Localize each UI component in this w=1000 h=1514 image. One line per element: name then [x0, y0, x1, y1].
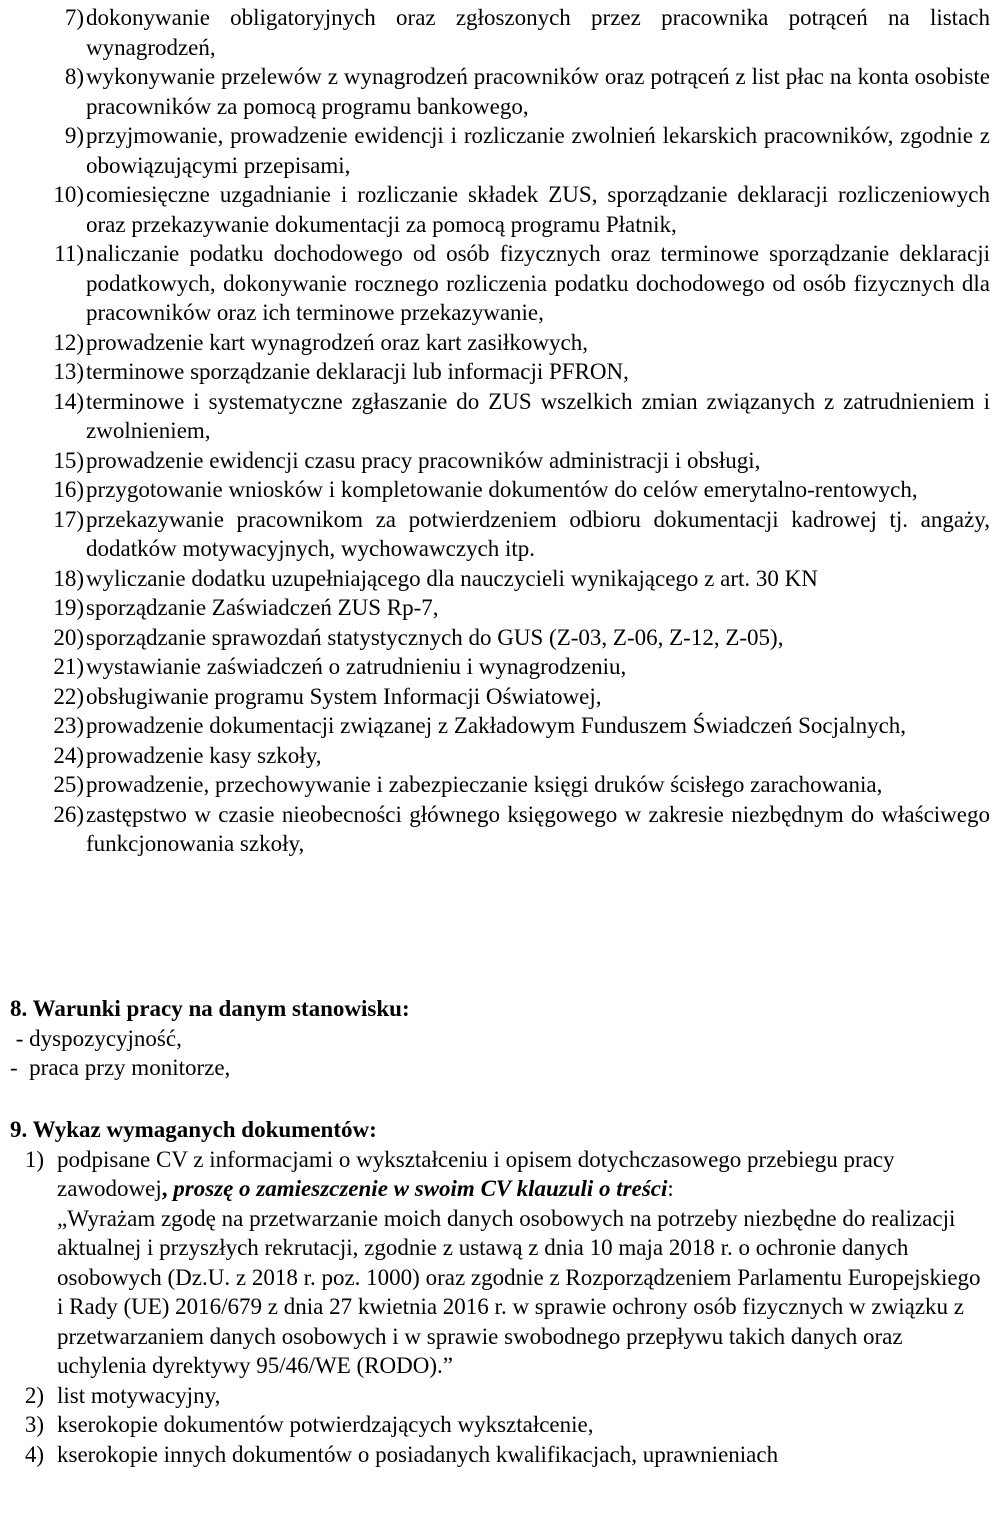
- list-item: [10, 1145, 990, 1381]
- list-item: [10, 1410, 990, 1440]
- item-text: naliczanie podatku dochodowego od osób fizycznych oraz terminowe sporządzanie deklaracji podatkowych, dokonywanie rocznego rozliczenia podatku dochodowego od osób fizycznych dla pracowników oraz ich terminowe przekazywanie,: [86, 241, 990, 325]
- item-number: 3): [24, 1412, 44, 1437]
- item-number: 23): [53, 713, 84, 738]
- item-text: kserokopie dokumentów potwierdzających wykształcenie,: [57, 1412, 594, 1437]
- item-text: podpisane CV z informacjami o wykształceniu i opisem dotychczasowego przebiegu pracy zawodowej: [57, 1146, 895, 1201]
- list-item: [0, 328, 990, 358]
- list-item: [0, 475, 990, 505]
- list-item: [0, 652, 990, 682]
- item-text: dokonywanie obligatoryjnych oraz zgłoszonych przez pracownika potrąceń na listach wynagrodzeń,: [86, 5, 990, 60]
- section-required-documents: [10, 1115, 990, 1469]
- item-number: 10): [53, 182, 84, 207]
- list-item: [0, 711, 990, 741]
- item-text: wystawianie zaświadczeń o zatrudnieniu i wynagrodzeniu,: [86, 654, 627, 679]
- item-number: 1): [24, 1146, 44, 1172]
- item-number: 12): [53, 329, 84, 355]
- item-number: 20): [53, 624, 84, 650]
- item-text: terminowe sporządzanie deklaracji lub informacji PFRON,: [86, 359, 629, 384]
- list-item: [0, 593, 990, 623]
- condition-item: - praca przy monitorze,: [10, 1055, 231, 1080]
- item-text: obsługiwanie programu System Informacji Oświatowej,: [86, 683, 602, 709]
- section-heading: 8. Warunki pracy na danym stanowisku:: [10, 996, 410, 1021]
- item-colon: :: [667, 1176, 674, 1201]
- item-number: 2): [24, 1382, 44, 1408]
- list-item: [0, 505, 990, 564]
- item-text: prowadzenie ewidencji czasu pracy pracowników administracji i obsługi,: [86, 447, 761, 473]
- condition-item: - dyspozycyjność,: [10, 1025, 182, 1051]
- item-text: sporządzanie Zaświadczeń ZUS Rp-7,: [86, 595, 439, 620]
- list-item: [0, 446, 990, 476]
- gdpr-consent-clause: „Wyrażam zgodę na przetwarzanie moich danych osobowych na potrzeby niezbędne do realizacji aktualnej i przyszłych rekrutacji, zgodnie z ustawą z dnia 10 maja 2018 r. o ochronie danych osobowych (Dz.U. z 2018 r. poz. 1000) oraz zgodnie z Rozporządzeniem Parlamentu Europejskiego i Rady (UE) 2016/679 z dnia 27 kwietnia 2016 r. w sprawie ochrony osób fizycznych w związku z przetwarzaniem danych osobowych i w sprawie swobodnego przepływu takich danych oraz uchylenia dyrektywy 95/46/WE (RODO).”: [57, 1205, 981, 1378]
- item-number: 9): [64, 123, 84, 148]
- item-number: 26): [53, 801, 84, 827]
- item-number: 22): [53, 683, 84, 709]
- item-text: prowadzenie, przechowywanie i zabezpieczanie księgi druków ścisłego zarachowania,: [86, 772, 883, 797]
- section-work-conditions: [10, 994, 990, 1083]
- item-number: 19): [53, 595, 84, 620]
- list-item: [0, 623, 990, 653]
- list-item: [0, 357, 990, 387]
- item-number: 17): [53, 506, 84, 532]
- documents-list: [10, 1145, 990, 1470]
- list-item: [0, 239, 990, 328]
- item-text: zastępstwo w czasie nieobecności głównego księgowego w zakresie niezbędnym do właściwego funkcjonowania szkoły,: [86, 801, 990, 856]
- list-item: [10, 1381, 990, 1411]
- item-number: 4): [24, 1441, 44, 1467]
- item-text: wyliczanie dodatku uzupełniającego dla nauczycieli wynikającego z art. 30 KN: [86, 565, 818, 591]
- item-number: 14): [53, 388, 84, 414]
- item-text: sporządzanie sprawozdań statystycznych do GUS (Z-03, Z-06, Z-12, Z-05),: [86, 624, 784, 650]
- list-item: [10, 1440, 990, 1470]
- item-number: 8): [64, 64, 84, 89]
- item-separator: ,: [161, 1176, 174, 1201]
- item-text: prowadzenie dokumentacji związanej z Zakładowym Funduszem Świadczeń Socjalnych,: [86, 713, 907, 738]
- clause-request: proszę o zamieszczenie w swoim CV klauzuli o treści: [173, 1176, 668, 1201]
- list-item: [0, 770, 990, 800]
- item-text: przekazywanie pracownikom za potwierdzeniem odbioru dokumentacji kadrowej tj. angaży, dodatków motywacyjnych, wychowawczych itp.: [86, 506, 990, 561]
- list-item: [0, 387, 990, 446]
- list-item: [0, 180, 990, 239]
- item-text: wykonywanie przelewów z wynagrodzeń pracowników oraz potrąceń z list płac na konta osobiste pracowników za pomocą programu bankowego,: [86, 64, 990, 119]
- item-text: list motywacyjny,: [57, 1382, 221, 1408]
- item-number: 24): [53, 742, 84, 768]
- item-text: comiesięczne uzgadnianie i rozliczanie składek ZUS, sporządzanie deklaracji rozliczeniowych oraz przekazywanie dokumentacji za pomocą programu Płatnik,: [86, 182, 990, 237]
- item-number: 21): [53, 654, 84, 679]
- item-number: 7): [64, 5, 84, 30]
- item-text: prowadzenie kasy szkoły,: [86, 742, 322, 768]
- section-heading: 9. Wykaz wymaganych dokumentów:: [10, 1117, 377, 1142]
- item-text: przygotowanie wniosków i kompletowanie dokumentów do celów emerytalno-rentowych,: [86, 477, 918, 502]
- list-item: [0, 800, 990, 859]
- item-text: przyjmowanie, prowadzenie ewidencji i rozliczanie zwolnień lekarskich pracowników, zgodnie z obowiązującymi przepisami,: [86, 123, 990, 178]
- list-item: [0, 741, 990, 771]
- item-number: 16): [53, 477, 84, 502]
- list-item: [0, 121, 990, 180]
- item-number: 18): [53, 565, 84, 591]
- list-item: [0, 564, 990, 594]
- item-number: 11): [54, 241, 84, 266]
- item-text: prowadzenie kart wynagrodzeń oraz kart zasiłkowych,: [86, 329, 588, 355]
- item-text: kserokopie innych dokumentów o posiadanych kwalifikacjach, uprawnieniach: [57, 1441, 779, 1467]
- duties-list: [0, 3, 990, 859]
- item-number: 15): [53, 447, 84, 473]
- list-item: [0, 3, 990, 62]
- list-item: [0, 682, 990, 712]
- list-item: [0, 62, 990, 121]
- item-text: terminowe i systematyczne zgłaszanie do ZUS wszelkich zmian związanych z zatrudnieniem i zwolnieniem,: [86, 388, 990, 443]
- item-number: 13): [53, 359, 84, 384]
- item-number: 25): [53, 772, 84, 797]
